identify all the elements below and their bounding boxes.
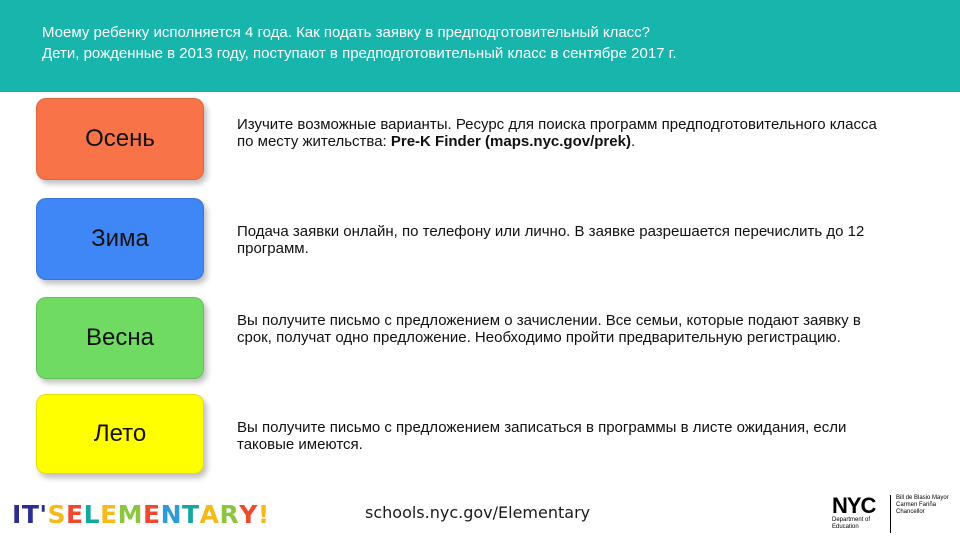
- step-spring-text: Вы получите письмо с предложением о зачислении. Все семьи, которые подают заявку в срок, получат одно предложение. Необходимо пройти предварительную регистрацию.: [237, 312, 861, 346]
- logo-letter: R: [219, 499, 240, 529]
- nyc-mark: NYC: [832, 493, 876, 518]
- step-winter-text: Подача заявки онлайн, по телефону или лично. В заявке разрешается перечислить до 12 программ.: [237, 223, 865, 257]
- season-summer-box: Лето: [36, 394, 204, 474]
- logo-letter: M: [117, 499, 144, 529]
- logo-letter: N: [160, 499, 183, 529]
- step-fall-text: [237, 116, 877, 150]
- logo-letter: E: [143, 499, 161, 529]
- logo-letter: !: [257, 499, 270, 529]
- header-question: Моему ребенку исполняется 4 года. Как подать заявку в предподготовительный класс?: [42, 24, 651, 41]
- step-fall-body: Изучите возможные варианты. Ресурс для поиска программ предподготовительного класса по месту жительства:: [237, 116, 877, 150]
- nyc-divider: [890, 495, 891, 533]
- season-winter-box: Зима: [36, 198, 204, 280]
- logo-letter: E: [100, 499, 118, 529]
- footer-url[interactable]: schools.nyc.gov/Elementary: [365, 503, 591, 522]
- header-banner: [0, 0, 960, 92]
- logo-letter: T: [182, 499, 200, 529]
- logo-letter: A: [199, 499, 220, 529]
- prek-finder-link[interactable]: Pre-K Finder (maps.nyc.gov/prek): [390, 133, 631, 150]
- logo-letter: E: [66, 499, 84, 529]
- nyc-officials: Bill de Blasio Mayor Carmen Fariña Chancellor: [896, 495, 949, 515]
- nyc-department: Department of Education: [832, 517, 871, 530]
- header-answer: Дети, рожденные в 2013 году, поступают в предподготовительный класс в сентябре 2017 г.: [42, 45, 677, 62]
- season-spring-box: Весна: [36, 297, 204, 379]
- its-elementary-logo: [12, 496, 270, 532]
- logo-letter: L: [83, 499, 101, 529]
- logo-letter: I: [12, 499, 22, 529]
- step-fall-tail: .: [630, 133, 636, 150]
- logo-letter: S: [47, 499, 67, 529]
- logo-letter: Y: [239, 499, 258, 529]
- nyc-doe-logo: [832, 493, 952, 537]
- season-fall-box: Осень: [36, 98, 204, 180]
- step-summer-text: Вы получите письмо с предложением записаться в программы в листе ожидания, если таковые имеются.: [237, 419, 847, 453]
- logo-letter: T: [21, 499, 40, 529]
- logo-letter: ': [39, 499, 48, 529]
